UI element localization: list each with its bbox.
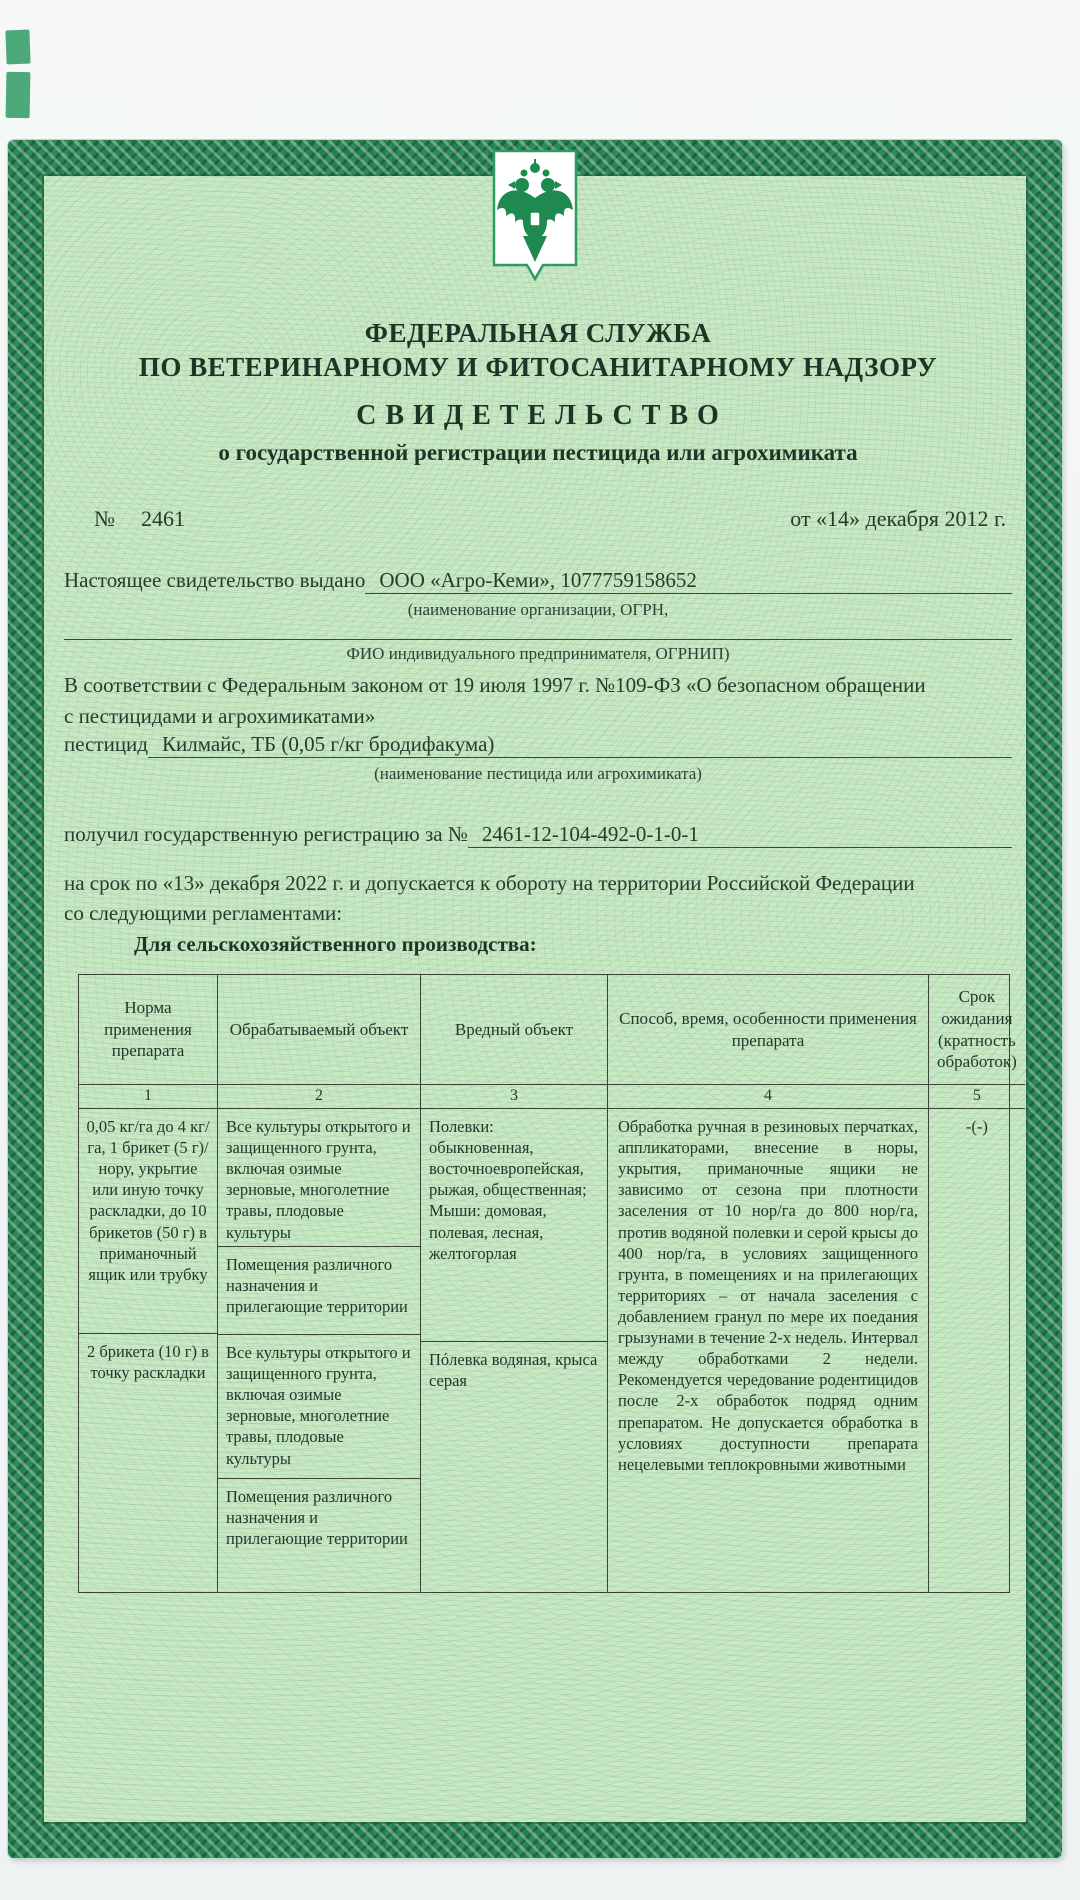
issued-to-value: ООО «Агро-Кеми», 1077759158652 bbox=[365, 568, 1012, 594]
table-caption: Для сельскохозяйственного производства: bbox=[134, 932, 537, 956]
agency-line2: ПО ВЕТЕРИНАРНОМУ И ФИТОСАНИТАРНОМУ НАДЗОРУ bbox=[138, 352, 938, 382]
certificate bbox=[8, 140, 1062, 1858]
issue-date: от «14» декабря 2012 г. bbox=[790, 506, 1006, 531]
registration-line bbox=[64, 822, 1012, 848]
table-cell: Все культуры открытого и защищенного грунта, включая озимые зерновые, многолетние травы, плодовые культуры bbox=[218, 1335, 420, 1479]
entrepreneur-note: ФИО индивидуального предпринимателя, ОГРНИП) bbox=[346, 644, 730, 663]
col-header-pest: Вредный объект bbox=[421, 975, 608, 1085]
table-cell: -(-) bbox=[965, 1117, 988, 1136]
law-paragraph bbox=[64, 670, 1012, 732]
registration-number: 2461-12-104-492-0-1-0-1 bbox=[468, 822, 1012, 848]
table-cell: Помещения различного назначения и прилегающие территории bbox=[226, 1487, 408, 1549]
registration-label: получил государственную регистрацию за № bbox=[64, 822, 468, 846]
col-header-waiting: Срок ожидания (кратность обработок) bbox=[929, 975, 1025, 1085]
emblem-box bbox=[491, 148, 579, 295]
validity-line2: со следующими регламентами: bbox=[64, 901, 343, 925]
pesticide-note: (наименование пестицида или агрохимиката) bbox=[374, 764, 702, 783]
column-number: 2 bbox=[218, 1085, 421, 1109]
table-cell: Все культуры открытого и защищенного грунта, включая озимые зерновые, многолетние травы, плодовые культуры bbox=[218, 1109, 420, 1247]
column-number: 3 bbox=[421, 1085, 608, 1109]
agency-line1: ФЕДЕРАЛЬНАЯ СЛУЖБА bbox=[364, 318, 712, 348]
regulations-table bbox=[78, 974, 1017, 1593]
scan-corner-artifact bbox=[5, 30, 30, 65]
column-number: 4 bbox=[608, 1085, 929, 1109]
number-label: № bbox=[94, 506, 115, 531]
treated-object-column bbox=[218, 1109, 421, 1592]
col-header-object: Обрабатываемый объект bbox=[218, 975, 421, 1085]
waiting-period-column bbox=[929, 1109, 1025, 1592]
law-line1: В соответствии с Федеральным законом от 19 июля 1997 г. №109-ФЗ «О безопасном обращении bbox=[64, 673, 926, 697]
agency-name bbox=[64, 316, 1012, 384]
pest-column bbox=[421, 1109, 608, 1592]
double-headed-eagle-icon bbox=[491, 148, 579, 290]
issued-label: Настоящее свидетельство выдано bbox=[64, 568, 366, 592]
number-date-row bbox=[94, 506, 1006, 532]
certificate-field bbox=[44, 176, 1026, 1822]
column-number: 1 bbox=[79, 1085, 218, 1109]
table-cell: Обработка ручная в резиновых перчатках, аппликаторами, внесение в норы, укрытия, приманочные ящики не зависимо от сезона при плотности заселения от 10 нор/га до 800 нор/га, против водяной полевки и серой крысы до 400 нор/га, в условиях защищенного грунта, в помещениях и на прилегающих территориях – от начала заселения с добавлением гранул по мере их поедания грызунами в течение 2-х недель. Интервал между обработками 2 недели. Рекомендуется чередование родентицидов после 2-х обработок подряд одним препаратом. Не допускается обработка в условиях доступности препарата нецелевыми теплокровными животными bbox=[618, 1117, 918, 1474]
col-header-method: Способ, время, особенности применения препарата bbox=[608, 975, 929, 1085]
pesticide-label: пестицид bbox=[64, 732, 148, 756]
blank-rule bbox=[64, 639, 1012, 640]
column-number: 5 bbox=[929, 1085, 1025, 1109]
issued-line bbox=[64, 568, 1012, 594]
organization-note: (наименование организации, ОГРН, bbox=[407, 600, 669, 619]
validity-line1: на срок по «13» декабря 2022 г. и допускается к обороту на территории Российской Федерации bbox=[64, 871, 915, 895]
scan-corner-artifact bbox=[6, 72, 31, 118]
table-cell: Помещения различного назначения и прилегающие территории bbox=[218, 1247, 420, 1335]
norm-column bbox=[79, 1109, 218, 1592]
certificate-title: С В И Д Е Т Е Л Ь С Т В О bbox=[356, 400, 720, 431]
validity-paragraph bbox=[64, 868, 1012, 928]
table-cell: 0,05 кг/га до 4 кг/га, 1 брикет (5 г)/нору, укрытие или иную точку раскладки, до 10 брикетов (50 г) в приманочный ящик или трубку bbox=[79, 1109, 217, 1334]
certificate-number: 2461 bbox=[141, 506, 185, 531]
certificate-subtitle: о государственной регистрации пестицида или агрохимиката bbox=[218, 440, 858, 465]
table-cell: Полевки: обыкновенная, восточноевропейская, рыжая, общественная; Мыши: домовая, полевая, лесная, желтогорлая bbox=[421, 1109, 607, 1342]
table-cell: 2 брикета (10 г) в точку раскладки bbox=[87, 1342, 209, 1383]
law-line2: с пестицидами и агрохимикатами» bbox=[64, 704, 376, 728]
pesticide-name: Килмайс, ТБ (0,05 г/кг бродифакума) bbox=[148, 732, 1012, 758]
col-header-norm: Норма применения препарата bbox=[79, 975, 218, 1085]
pesticide-line bbox=[64, 732, 1012, 758]
method-column bbox=[608, 1109, 929, 1592]
table-cell: Пóлевка водяная, крыса серая bbox=[429, 1350, 598, 1391]
